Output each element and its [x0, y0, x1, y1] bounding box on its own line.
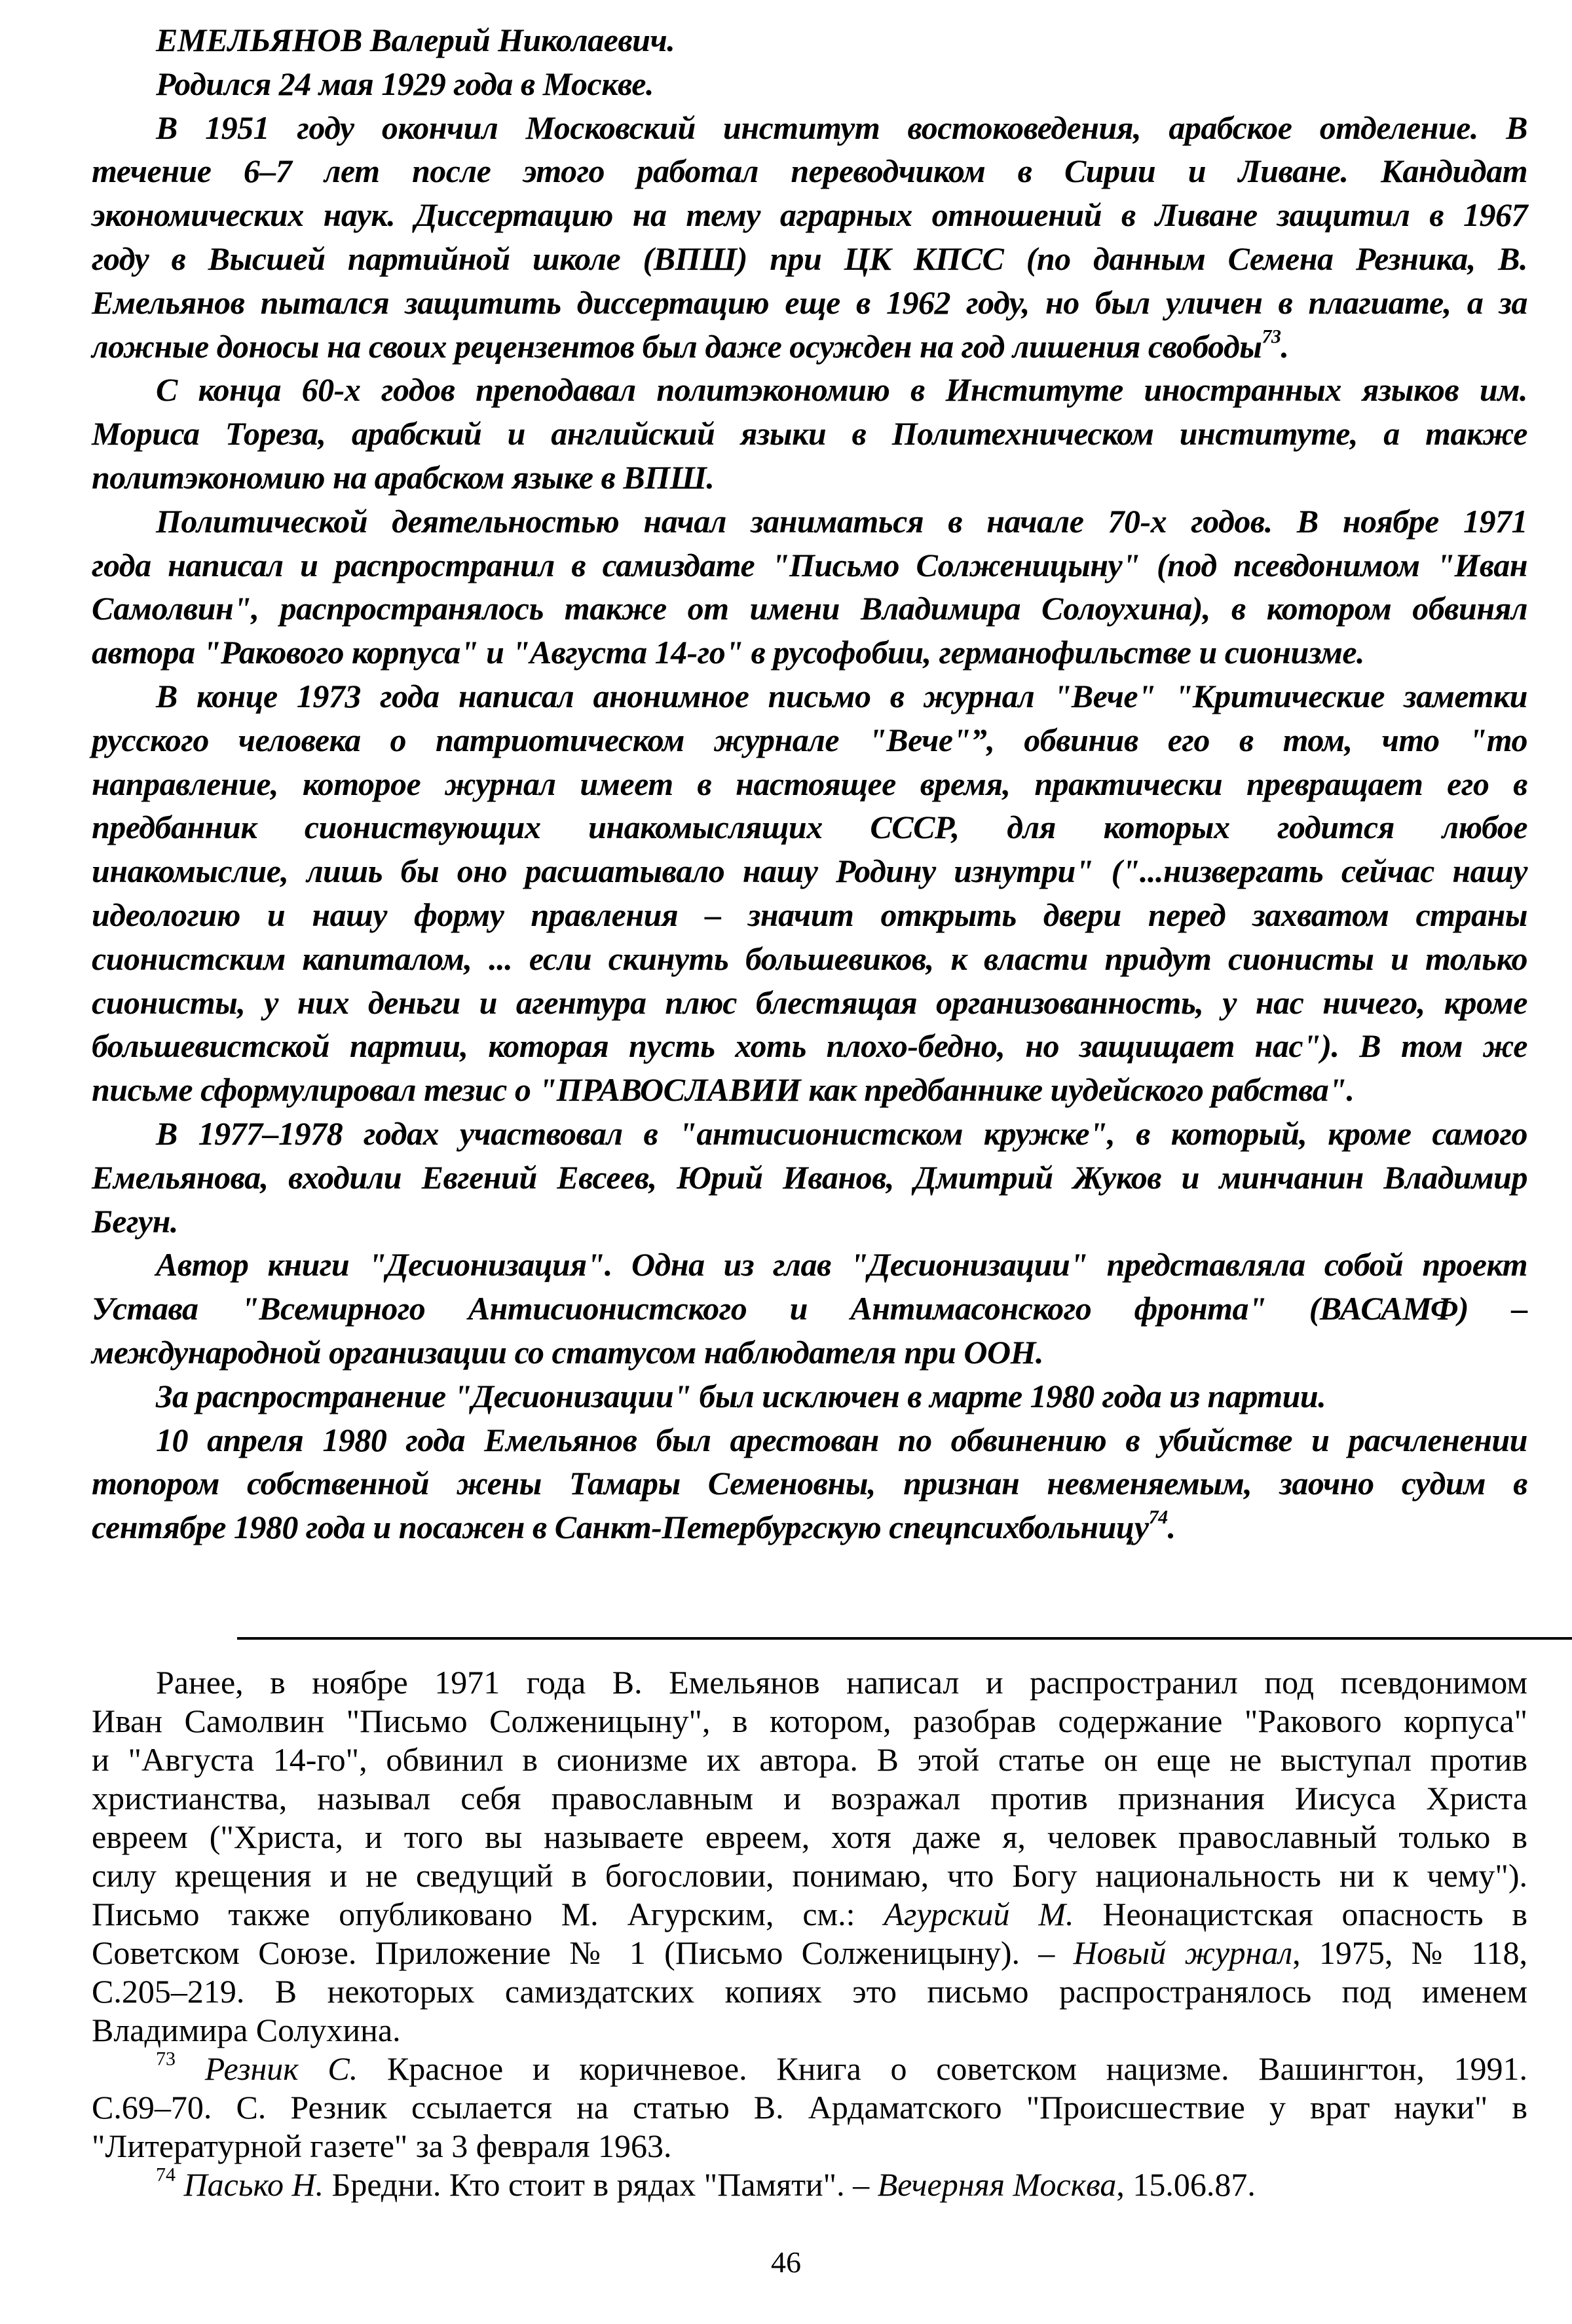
- body-line: [92, 1331, 1527, 1374]
- text-segment: идеологию и нашу форму правления – значит открыть двери перед захватом страны: [92, 896, 1527, 933]
- text-segment: сентябре 1980 года и посажен в Санкт-Петербургскую спецпсихбольницу: [92, 1509, 1149, 1546]
- text-segment: Владимира Солухина.: [92, 2012, 401, 2048]
- text-segment: Красное и коричневое. Книга о советском нацизме. Вашингтон, 1991.: [358, 2050, 1527, 2087]
- text-segment: политэкономию на арабском языке в ВПШ.: [92, 458, 715, 496]
- body-line: [92, 805, 1527, 849]
- text-segment: С.69–70. С. Резник ссылается на статью В. Ардаматского "Происшествие у врат науки" в: [92, 2089, 1527, 2126]
- footnote-line: [92, 1895, 1527, 1934]
- biography-body: [92, 18, 1527, 1549]
- italic-citation: Новый журнал: [1073, 1934, 1293, 1971]
- text-segment: течение 6–7 лет после этого работал переводчиком в Сирии и Ливане. Кандидат: [92, 153, 1527, 190]
- body-line: [92, 544, 1527, 587]
- body-line: [92, 149, 1527, 193]
- body-line: [92, 193, 1527, 237]
- italic-citation: Пасько Н.: [183, 2166, 324, 2203]
- footnote-line: [92, 1818, 1527, 1856]
- body-line: [92, 1462, 1527, 1505]
- footnote-line: [92, 1741, 1527, 1779]
- text-segment: "Литературной газете" за 3 февраля 1963.: [92, 2128, 672, 2164]
- text-segment: [176, 2050, 205, 2087]
- footnote-line: [92, 1856, 1527, 1895]
- body-line: [92, 762, 1527, 806]
- text-segment: автора "Ракового корпуса" и "Августа 14-го" в русофобии, германофильстве и сионизме.: [92, 634, 1365, 671]
- body-line: [92, 1374, 1527, 1418]
- text-segment: Мориса Тореза, арабский и английский языки в Политехническом институте, а также: [92, 415, 1527, 452]
- footnote-line: [92, 2127, 1527, 2166]
- text-segment: За распространение "Десионизации" был исключен в марте 1980 года из партии.: [156, 1377, 1326, 1414]
- text-segment: Емельянова, входили Евгений Евсеев, Юрий Иванов, Дмитрий Жуков и минчанин Владимир: [92, 1158, 1527, 1196]
- italic-citation: Агурский М.: [884, 1896, 1074, 1932]
- text-segment: Бредни. Кто стоит в рядах "Памяти". –: [324, 2166, 878, 2203]
- text-segment: Советском Союзе. Приложение № 1 (Письмо Солженицыну). –: [92, 1934, 1074, 1971]
- body-line: [92, 456, 1527, 500]
- text-segment: Автор книги "Десионизация". Одна из глав "Десионизации" представляла собой проект: [156, 1246, 1527, 1283]
- body-line: [92, 1068, 1527, 1112]
- text-segment: С конца 60-х годов преподавал политэкономию в Институте иностранных языков им.: [156, 371, 1527, 409]
- footnotes: [92, 1663, 1527, 2204]
- footnote-line: [92, 2050, 1527, 2088]
- text-segment: Письмо также опубликовано М. Агурским, см.:: [92, 1896, 884, 1932]
- footnote-ref: 74: [1148, 1506, 1168, 1528]
- footnote-line: [92, 2011, 1527, 2050]
- text-segment: году в Высшей партийной школе (ВПШ) при ЦК КПСС (по данным Семена Резника, В.: [92, 240, 1527, 277]
- body-line: [92, 1200, 1527, 1244]
- body-line: [92, 674, 1527, 718]
- body-line: [92, 368, 1527, 412]
- body-line: [92, 893, 1527, 937]
- body-line: [92, 18, 1527, 62]
- footnote-ref: 73: [1262, 325, 1281, 348]
- text-segment: сионисты, у них деньги и агентура плюс блестящая организованность, у нас ничего, кроме: [92, 984, 1527, 1021]
- footnote-line: [92, 1779, 1527, 1818]
- italic-citation: Вечерняя Москва: [877, 2166, 1117, 2203]
- footnote-ref: 73: [156, 2048, 176, 2070]
- body-line: [92, 281, 1527, 325]
- body-line: [92, 1243, 1527, 1287]
- body-line: [92, 500, 1527, 544]
- text-segment: ложные доносы на своих рецензентов был даже осужден на год лишения свободы: [92, 327, 1262, 365]
- text-segment: С.205–219. В некоторых самиздатских копиях это письмо распространялось под именем: [92, 1973, 1527, 2010]
- text-segment: и "Августа 14-го", обвинил в сионизме их автора. В этой статье он еще не выступал против: [92, 1741, 1527, 1778]
- text-segment: .: [1281, 327, 1289, 365]
- text-segment: Неонацистская опасность в: [1074, 1896, 1527, 1932]
- text-segment: инакомыслие, лишь бы оно расшатывало нашу Родину изнутри" ("...низвергать сейчас нашу: [92, 853, 1527, 890]
- text-segment: .: [1167, 1509, 1176, 1546]
- body-line: [92, 587, 1527, 631]
- text-segment: Родился 24 мая 1929 года в Москве.: [156, 65, 654, 102]
- body-line: [92, 1418, 1527, 1462]
- text-segment: евреем ("Христа, и того вы называете евреем, хотя даже я, человек православный только в: [92, 1818, 1527, 1855]
- body-line: [92, 718, 1527, 762]
- footnote-line: [92, 1972, 1527, 2011]
- text-segment: В конце 1973 года написал анонимное письмо в журнал "Вече" "Критические заметки: [156, 677, 1527, 714]
- page-number: 46: [771, 2245, 801, 2279]
- text-segment: христианства, называл себя православным и возражал против признания Иисуса Христа: [92, 1780, 1527, 1817]
- body-line: [92, 849, 1527, 893]
- text-segment: , 15.06.87.: [1116, 2166, 1256, 2203]
- body-line: [92, 325, 1527, 369]
- text-segment: Политической деятельностью начал заниматься в начале 70-х годов. В ноябре 1971: [156, 502, 1527, 540]
- body-line: [92, 1024, 1527, 1068]
- text-segment: В 1977–1978 годах участвовал в "антисионистском кружке", в который, кроме самого: [156, 1115, 1527, 1152]
- text-segment: Бегун.: [92, 1202, 178, 1240]
- footnote-ref: 74: [156, 2164, 176, 2186]
- footnote-line: [92, 1663, 1527, 1702]
- italic-citation: Резник С.: [204, 2050, 358, 2087]
- text-segment: Ранее, в ноябре 1971 года В. Емельянов написал и распространил под псевдонимом: [156, 1664, 1527, 1701]
- body-line: [92, 1505, 1527, 1549]
- text-segment: письме сформулировал тезис о "ПРАВОСЛАВИИ как предбаннике иудейского рабства".: [92, 1071, 1355, 1109]
- text-segment: 10 апреля 1980 года Емельянов был арестован по обвинению в убийстве и расчленении: [156, 1421, 1527, 1458]
- body-line: [92, 1287, 1527, 1331]
- footnote-line: [92, 2166, 1527, 2204]
- text-segment: Устава "Всемирного Антисионистского и Антимасонского фронта" (ВАСАМФ) –: [92, 1290, 1527, 1327]
- footnote-separator: [237, 1637, 1572, 1640]
- text-segment: Самолвин", распространялось также от имени Владимира Солоухина), в котором обвинял: [92, 590, 1527, 627]
- body-line: [92, 631, 1527, 674]
- text-segment: русского человека о патриотическом журнале "Вече"”, обвинив его в том, что "то: [92, 721, 1527, 758]
- text-segment: топором собственной жены Тамары Семеновны, признан невменяемым, заочно судим в: [92, 1465, 1527, 1502]
- body-line: [92, 1156, 1527, 1200]
- text-segment: года написал и распространил в самиздате "Письмо Солженицыну" (под псевдонимом "Иван: [92, 546, 1527, 583]
- footnote-line: [92, 2088, 1527, 2127]
- text-segment: направление, которое журнал имеет в настоящее время, практически превращает его в: [92, 765, 1527, 802]
- text-segment: Емельянов пытался защитить диссертацию еще в 1962 году, но был уличен в плагиате, а за: [92, 284, 1527, 321]
- text-segment: , 1975, № 118,: [1292, 1934, 1527, 1971]
- footnote-line: [92, 1702, 1527, 1741]
- text-segment: экономических наук. Диссертацию на тему аграрных отношений в Ливане защитил в 1967: [92, 196, 1527, 234]
- text-segment: международной организации со статусом наблюдателя при ООН.: [92, 1333, 1043, 1371]
- text-segment: большевистской партии, которая пусть хоть плохо-бедно, но защищает нас"). В том же: [92, 1027, 1527, 1065]
- body-line: [92, 237, 1527, 281]
- body-line: [92, 981, 1527, 1025]
- text-segment: сионистским капиталом, ... если скинуть большевиков, к власти придут сионисты и только: [92, 940, 1527, 977]
- body-line: [92, 937, 1527, 981]
- text-segment: предбанник сиониствующих инакомыслящих СССР, для которых годится любое: [92, 809, 1527, 846]
- body-line: [92, 106, 1527, 150]
- text-segment: [176, 2166, 184, 2203]
- text-segment: Иван Самолвин "Письмо Солженицыну", в котором, разобрав содержание "Ракового корпуса": [92, 1703, 1527, 1739]
- text-segment: силу крещения и не сведущий в богословии, понимаю, что Богу национальность ни к чему").: [92, 1857, 1527, 1894]
- text-segment: В 1951 году окончил Московский институт востоковедения, арабское отделение. В: [156, 109, 1527, 146]
- body-line: [92, 62, 1527, 106]
- body-line: [92, 412, 1527, 456]
- body-line: [92, 1112, 1527, 1156]
- footnote-line: [92, 1934, 1527, 1972]
- text-segment: ЕМЕЛЬЯНОВ Валерий Николаевич.: [156, 22, 675, 58]
